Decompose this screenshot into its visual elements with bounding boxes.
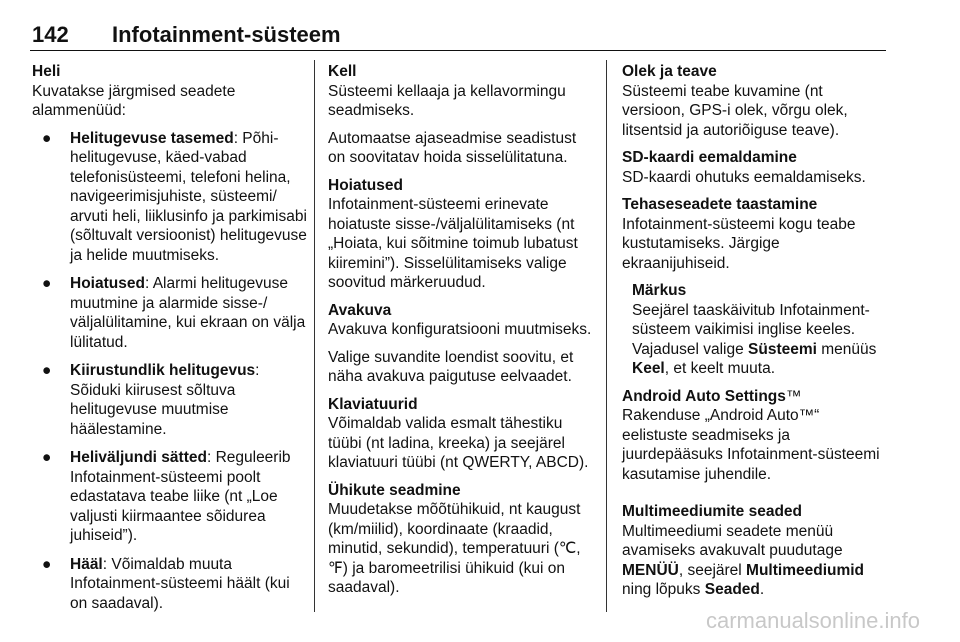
yhikute-heading: Ühikute seadmine	[328, 481, 461, 499]
multi-heading: Multimeediumite seaded	[622, 503, 803, 520]
note-heading: Märkus	[632, 282, 687, 299]
column-divider-1	[314, 60, 315, 612]
bullet-icon: ●	[42, 129, 52, 147]
avakuva-text: Avakuva konfiguratsiooni muutmiseks.	[328, 321, 592, 338]
olek-text: Süsteemi teabe kuvamine (nt versioon, GPS-i olek, võrgu olek, litsentsid ja autoriõiguse teave).	[622, 82, 848, 139]
kell-text-2: Automaatse ajaseadmise seadistust on soovitatav hoida sisselülitatuna.	[328, 129, 577, 166]
page-title: Infotainment-süsteem	[112, 22, 341, 47]
note-block	[622, 281, 888, 379]
page-number: 142	[32, 22, 69, 47]
column-1	[32, 62, 308, 622]
item-text: : Sõiduki kiirusest sõltuva helitugevuse muutmise häälestamine.	[70, 362, 260, 438]
item-term: Hoiatused	[70, 275, 145, 292]
column-divider-2	[606, 60, 607, 612]
item-term: Kiirustundlik helitugevus	[70, 362, 256, 379]
multi-bold-menu: MENÜÜ	[622, 561, 679, 579]
item-text: : Põhi-helitugevuse, käed-vabad telefonisüsteemi, telefoni helina, navigeerimisjuhiste, süsteemi/ arvuti heli, liiklusinfo ja parkimisabi (sõltuvalt versioonist) helitugevuse ja helide muutmiseks.	[70, 129, 307, 264]
tehase-text: Infotainment-süsteemi kogu teabe kustutamiseks. Järgige ekraanijuhiseid.	[622, 215, 856, 272]
bullet-icon: ●	[42, 362, 52, 379]
hoiatused-text: Infotainment-süsteemi erinevate hoiatuste sisse-/väljalülitamiseks (nt „Hoiata, kui sõitmine toimub lubatust kiiremini”). Sisselülitamiseks valige soovitud märkeruudud.	[328, 196, 578, 291]
sd-text: SD-kaardi ohutuks eemaldamiseks.	[622, 168, 866, 186]
kell-text: Süsteemi kellaaja ja kellavormingu seadmiseks.	[328, 82, 566, 119]
header-rule	[30, 50, 886, 51]
list-item	[32, 274, 308, 352]
note-text: , et keelt muuta.	[664, 360, 776, 377]
avakuva-text-2: Valige suvandite loendist soovitu, et näha avakuva paigutuse eelvaadet.	[328, 348, 574, 385]
olek-heading: Olek ja teave	[622, 63, 717, 80]
note-bold-language: Keel	[632, 360, 665, 377]
trademark-sign: ™	[785, 387, 802, 405]
multi-text: ning lõpuks	[622, 581, 705, 598]
bullet-icon: ●	[42, 275, 52, 292]
heli-heading: Heli	[32, 63, 61, 80]
multi-text: Multimeediumi seadete menüü avamiseks avakuvalt puudutage	[622, 522, 843, 559]
multi-text: , seejärel	[678, 561, 747, 579]
yhikute-text: Muudetakse mõõtühikuid, nt kaugust (km/miilid), koordinaate (kraadid, minutid, sekundid), temperatuuri (℃, ℉) ja baromeetrilisi ühikuid (kui on saadaval).	[328, 501, 581, 596]
item-term: Hääl	[70, 555, 103, 573]
column-3	[622, 62, 888, 608]
list-item	[32, 361, 308, 439]
note-bold-system: Süsteemi	[748, 340, 817, 358]
bullet-icon: ●	[42, 449, 52, 466]
item-term: Helitugevuse tasemed	[70, 129, 234, 147]
item-text: : Alarmi helitugevuse muutmine ja alarmide sisse-/ väljalülitamine, kui ekraan on välja lülitatud.	[70, 275, 306, 351]
watermark: carmanualsonline.info	[705, 608, 920, 633]
bullet-icon: ●	[42, 555, 52, 573]
note-text: Seejärel taaskäivitub Infotainment-süsteem vaikimisi inglise keeles. Vajadusel valige	[632, 301, 870, 358]
item-term: Heliväljundi sätted	[70, 449, 207, 466]
klaviatuurid-heading: Klaviatuurid	[328, 395, 418, 413]
list-item	[32, 555, 308, 614]
android-text: Rakenduse „Android Auto™“ eelistuste seadmiseks ja juurdepääsuks Infotainment-süsteemi kasutamise juhendile.	[622, 407, 880, 483]
hoiatused-heading: Hoiatused	[328, 176, 403, 194]
kell-heading: Kell	[328, 63, 357, 80]
android-heading: Android Auto Settings™	[622, 387, 802, 405]
klaviatuurid-text: Võimaldab valida esmalt tähestiku tüübi (nt ladina, kreeka) ja seejärel klaviatuuri tüübi (nt QWERTY, ABCD).	[328, 415, 589, 471]
heli-list	[32, 129, 308, 614]
multi-text: .	[759, 581, 765, 598]
sd-heading: SD-kaardi eemaldamine	[622, 149, 797, 166]
multi-bold-multimedia: Multimeediumid	[746, 561, 865, 579]
column-2	[328, 62, 594, 606]
item-text: : Võimaldab muuta Infotainment-süsteemi häält (kui on saadaval).	[70, 555, 290, 612]
item-text: : Reguleerib Infotainment-süsteemi poolt edastatava teabe liike (nt „Loe valjusti kiirmaantee sõidurea juhiseid”).	[70, 449, 291, 544]
list-item	[32, 129, 308, 266]
avakuva-heading: Avakuva	[328, 301, 392, 319]
multi-bold-settings: Seaded	[704, 581, 760, 598]
tehase-heading: Tehaseseadete taastamine	[622, 196, 818, 213]
list-item	[32, 448, 308, 546]
note-text: menüüs	[816, 340, 877, 358]
heli-text: Kuvatakse järgmised seadete alammenüüd:	[32, 82, 236, 119]
